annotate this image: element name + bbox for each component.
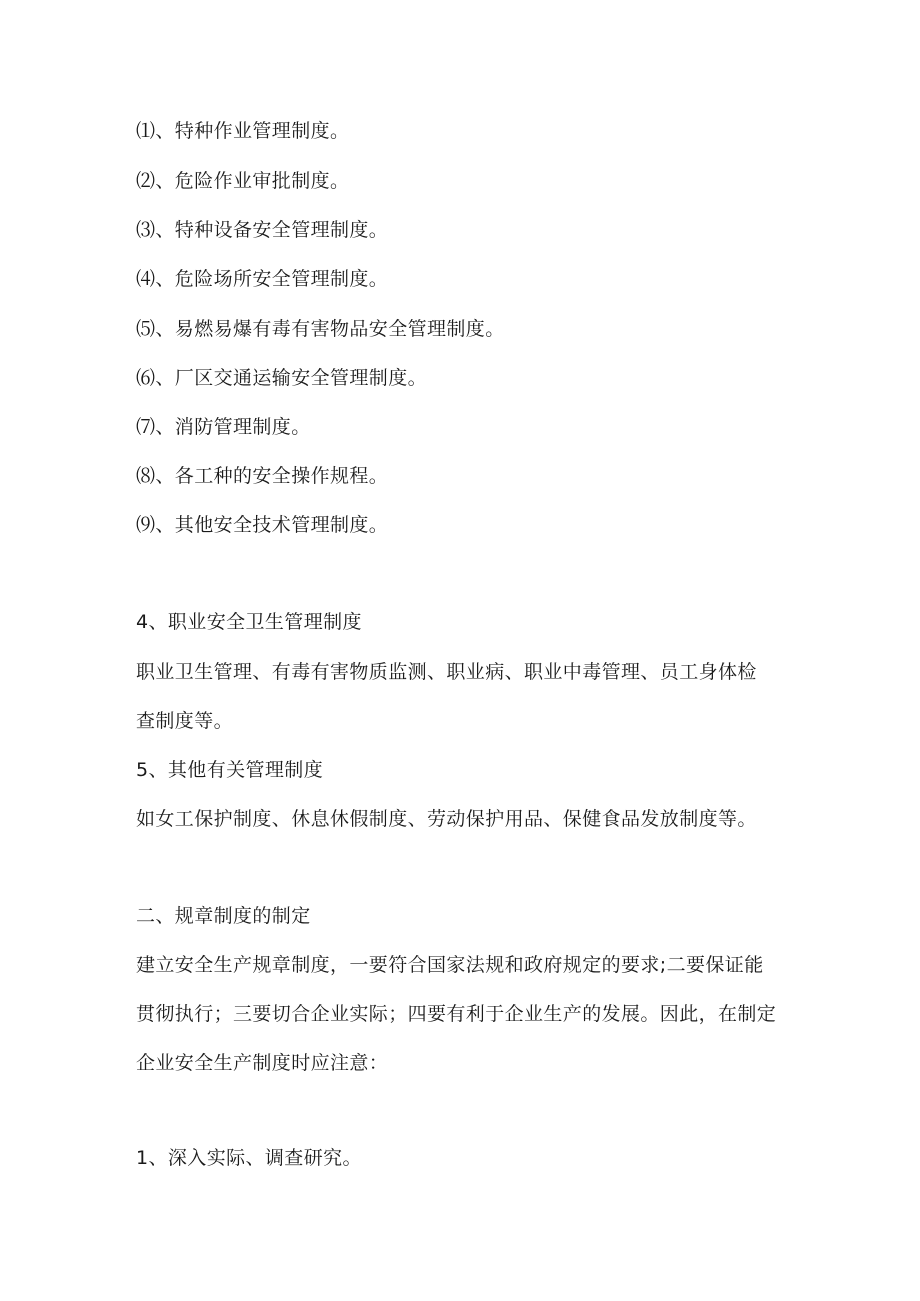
part-2-body-line: 企业安全生产制度时应注意：	[136, 1052, 389, 1074]
section-5-heading: 5、其他有关管理制度	[136, 759, 324, 781]
list-item: ⑻、各工种的安全操作规程。	[136, 465, 389, 487]
list-item: ⑸、易燃易爆有毒有害物品安全管理制度。	[136, 318, 505, 340]
section-4-body-line: 查制度等。	[136, 710, 234, 732]
part-2-body-line: 贯彻执行；三要切合企业实际；四要有利于企业生产的发展。因此，在制定	[136, 1003, 777, 1025]
list-item: ⑷、危险场所安全管理制度。	[136, 268, 389, 290]
part-2-heading: 二、规章制度的制定	[136, 905, 311, 927]
list-item: ⑴、特种作业管理制度。	[136, 120, 350, 142]
list-item: ⑹、厂区交通运输安全管理制度。	[136, 367, 428, 389]
list-item: ⑺、消防管理制度。	[136, 416, 311, 438]
section-4-body-line: 职业卫生管理、有毒有害物质监测、职业病、职业中毒管理、员工身体检	[136, 661, 757, 683]
list-item: ⑼、其他安全技术管理制度。	[136, 514, 389, 536]
list-item: ⑵、危险作业审批制度。	[136, 170, 350, 192]
section-5-body: 如女工保护制度、休息休假制度、劳动保护用品、保健食品发放制度等。	[136, 808, 757, 830]
part-2-body-line: 建立安全生产规章制度，一要符合国家法规和政府规定的要求;二要保证能	[136, 954, 764, 976]
point-1: 1、深入实际、调查研究。	[136, 1147, 362, 1169]
section-4-heading: 4、职业安全卫生管理制度	[136, 611, 362, 633]
list-item: ⑶、特种设备安全管理制度。	[136, 219, 389, 241]
